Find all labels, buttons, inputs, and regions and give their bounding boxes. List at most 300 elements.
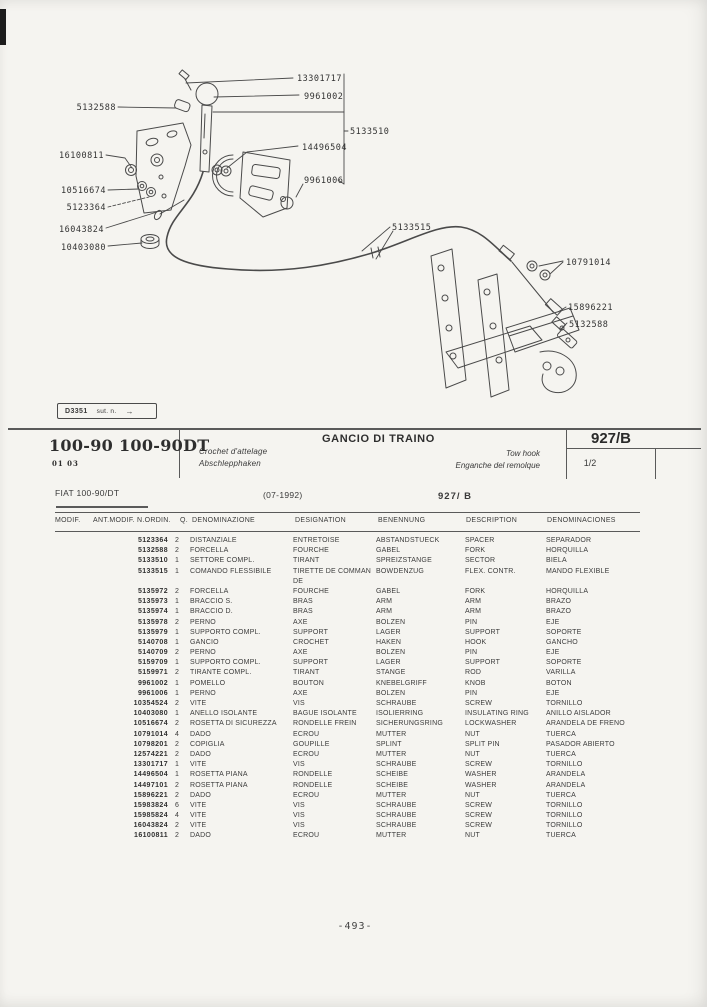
table-row xyxy=(122,556,667,566)
benennung-cell: LAGER xyxy=(376,659,401,667)
description-cell: SCREW xyxy=(465,812,493,820)
denominazione-cell: PERNO xyxy=(190,649,216,657)
table-row xyxy=(122,689,667,699)
benennung-cell: SCHRAUBE xyxy=(376,761,417,769)
table-row xyxy=(122,750,667,760)
qty-cell: 1 xyxy=(175,598,180,606)
benennung-cell: STANGE xyxy=(376,669,406,677)
table-row xyxy=(122,719,667,729)
table-row xyxy=(122,546,667,556)
qty-cell: 2 xyxy=(175,649,180,657)
denominazione-cell: DADO xyxy=(190,791,212,799)
part-label: 13301717 xyxy=(297,74,342,84)
qty-cell: 2 xyxy=(175,832,180,840)
qty-cell: 2 xyxy=(175,587,180,595)
qty-cell xyxy=(168,577,190,587)
denominaciones-cell: SEPARADOR xyxy=(546,537,592,544)
qty-cell: 2 xyxy=(175,700,180,707)
col-header-ant-modif: ANT.MODIF. xyxy=(93,517,135,524)
description-cell: PIN xyxy=(465,618,478,626)
designation-cell: FOURCHE xyxy=(293,547,330,555)
denominaciones-cell: ARANDELA xyxy=(546,771,586,779)
denominazione-cell: VITE xyxy=(190,812,207,820)
description-cell: HOOK xyxy=(465,638,487,646)
denominaciones-cell: VARILLA xyxy=(546,669,576,677)
denominazione-cell: SUPPORTO COMPL. xyxy=(190,628,261,636)
benennung-cell: ARM xyxy=(376,598,393,606)
designation-cell: SUPPORT xyxy=(293,628,329,636)
part-number-cell: 15983824 xyxy=(133,801,168,809)
qty-cell: 2 xyxy=(175,669,180,677)
model-code: 01 03 xyxy=(52,459,79,468)
qty-cell: 2 xyxy=(175,740,180,748)
col-header-n-ordin: N.ORDIN. xyxy=(137,517,171,524)
denominazione-cell xyxy=(190,577,293,587)
denominazione-cell: FORCELLA xyxy=(190,547,229,555)
part-number-cell: 15896221 xyxy=(133,791,168,799)
table-row xyxy=(122,668,667,678)
part-number-cell: 10791014 xyxy=(133,730,168,738)
description-cell xyxy=(465,577,546,587)
table-header-rule xyxy=(55,531,640,532)
denominaciones-cell: SOPORTE xyxy=(546,628,582,636)
denominazione-cell: DADO xyxy=(190,730,212,738)
description-cell: PIN xyxy=(465,689,478,697)
benennung-cell: MUTTER xyxy=(376,791,407,799)
table-row xyxy=(122,638,667,648)
denominaciones-cell: HORQUILLA xyxy=(546,547,589,555)
part-number-cell: 5159709 xyxy=(137,659,168,667)
part-number-cell: 16043824 xyxy=(133,822,168,830)
denominazione-cell: ROSETTA PIANA xyxy=(190,781,248,789)
benennung-cell: MUTTER xyxy=(376,730,407,738)
table-row xyxy=(122,740,667,750)
denominaciones-cell: TUERCA xyxy=(546,750,576,758)
part-number-cell: 9961006 xyxy=(137,689,168,697)
designation-cell: VIS xyxy=(293,801,305,809)
qty-cell: 1 xyxy=(175,638,180,646)
nut-10791014 xyxy=(527,261,537,271)
benennung-cell: BOLZEN xyxy=(376,689,406,697)
part-label: 5123364 xyxy=(66,203,106,213)
col-header-designation: DESIGNATION xyxy=(295,517,347,524)
denominazione-cell: ANELLO ISOLANTE xyxy=(190,710,258,718)
description-cell: SUPPORT xyxy=(465,659,501,667)
designation-cell: TIRANT xyxy=(293,557,320,565)
table-row xyxy=(122,587,667,597)
denominazione-cell: COMANDO FLESSIBILE xyxy=(190,567,272,575)
part-number-cell: 10403080 xyxy=(133,710,168,718)
revision-stamp-box xyxy=(57,403,157,419)
designation-cell: ECROU xyxy=(293,791,320,799)
plate-number: 927/B xyxy=(590,430,632,447)
designation-cell: BAGUE ISOLANTE xyxy=(293,710,357,718)
part-number-cell: 5132588 xyxy=(137,547,168,555)
qty-cell: 1 xyxy=(175,689,180,697)
part-label: 10403080 xyxy=(61,243,106,253)
part-label: 10516674 xyxy=(61,186,106,196)
table-row xyxy=(122,791,667,801)
qty-cell: 2 xyxy=(175,791,180,799)
denominazione-cell: PERNO xyxy=(190,689,216,697)
table-row xyxy=(122,831,667,841)
benennung-cell: SPREIZSTANGE xyxy=(376,557,432,565)
part-label: 9961002 xyxy=(304,92,344,102)
description-cell: NUT xyxy=(465,832,480,840)
table-row xyxy=(122,801,667,811)
description-cell: SCREW xyxy=(465,822,493,830)
part-number-cell: 16100811 xyxy=(134,832,168,840)
table-row xyxy=(122,628,667,638)
designation-cell: VIS xyxy=(293,700,305,707)
part-label: 5133510 xyxy=(350,127,390,137)
part-number-cell: 5159971 xyxy=(137,669,168,677)
benennung-cell xyxy=(376,577,465,587)
benennung-cell: SCHRAUBE xyxy=(376,822,417,830)
description-cell: FLEX. CONTR. xyxy=(465,567,516,575)
tow-hook xyxy=(540,351,576,392)
stamp-label: sut. n. xyxy=(96,407,117,415)
table-row xyxy=(122,607,667,617)
nut-15896221 xyxy=(545,299,562,316)
designation-cell: RONDELLE FREIN xyxy=(293,720,357,728)
description-cell: NUT xyxy=(465,730,480,738)
benennung-cell: ARM xyxy=(376,608,393,616)
designation-cell: SUPPORT xyxy=(293,659,329,667)
table-row xyxy=(122,679,667,689)
cable-guide xyxy=(213,155,233,196)
qty-cell: 1 xyxy=(175,567,180,575)
part-number-cell: 10798201 xyxy=(133,740,168,748)
denominaciones-cell: SOPORTE xyxy=(546,659,582,667)
designation-cell: VIS xyxy=(293,761,305,769)
denominazione-cell: ROSETTA PIANA xyxy=(190,771,248,779)
description-cell: SUPPORT xyxy=(465,628,501,636)
qty-cell: 2 xyxy=(175,537,180,544)
denominazione-cell: DADO xyxy=(190,750,212,758)
qty-cell: 1 xyxy=(175,710,180,718)
table-row xyxy=(122,567,667,577)
screw-13301717 xyxy=(179,70,189,80)
designation-cell: TIRETTE DE COMMAN xyxy=(293,567,372,575)
benennung-cell: SCHRAUBE xyxy=(376,801,417,809)
denominaciones-cell: TUERCA xyxy=(546,730,576,738)
part-number-cell: 14497101 xyxy=(133,781,168,789)
denominazione-cell: TIRANTE COMPL. xyxy=(190,669,252,677)
clip-5132588 xyxy=(174,99,191,113)
part-label: 10791014 xyxy=(566,258,611,268)
qty-cell: 1 xyxy=(175,771,180,779)
lever-bar xyxy=(200,105,212,172)
description-cell: SECTOR xyxy=(465,557,496,565)
denominaciones-cell: MANDO FLEXIBLE xyxy=(546,567,610,575)
designation-cell: ECROU xyxy=(293,750,320,758)
benennung-cell: BOLZEN xyxy=(376,618,406,626)
table-row xyxy=(122,597,667,607)
model-line: FIAT 100-90/DT xyxy=(55,488,120,498)
flexible-cable-5133515 xyxy=(166,172,511,270)
table-row xyxy=(122,658,667,668)
part-number-cell: 12574221 xyxy=(133,750,168,758)
benennung-cell: GABEL xyxy=(376,547,401,555)
denominaciones-cell: BIELA xyxy=(546,557,567,565)
denominaciones-cell: TORNILLO xyxy=(546,822,583,830)
qty-cell: 1 xyxy=(175,659,180,667)
part-number-cell: 5135978 xyxy=(137,618,168,626)
description-cell: INSULATING RING xyxy=(465,710,529,718)
bracket-plate-right xyxy=(478,274,509,397)
part-number-cell: 14496504 xyxy=(133,771,168,779)
part-label: 5133515 xyxy=(392,223,432,233)
description-cell: NUT xyxy=(465,750,480,758)
plate-cell-mid-line xyxy=(566,448,701,449)
plate-cell-inner-line xyxy=(655,448,656,479)
benennung-cell: LAGER xyxy=(376,628,401,636)
description-cell: KNOB xyxy=(465,679,486,687)
qty-cell: 4 xyxy=(175,812,180,820)
designation-cell: ENTRETOISE xyxy=(293,537,340,544)
designation-cell: VIS xyxy=(293,812,305,820)
designation-cell: AXE xyxy=(293,649,308,657)
description-cell: FORK xyxy=(465,547,486,555)
col-header-benennung: BENENNUNG xyxy=(378,517,426,524)
description-cell: NUT xyxy=(465,791,480,799)
description-cell: SCREW xyxy=(465,801,493,809)
table-row xyxy=(122,618,667,628)
denominaciones-cell: BRAZO xyxy=(546,598,572,606)
denominaciones-cell: ARANDELA DE FRENO xyxy=(546,720,625,728)
part-label: 15896221 xyxy=(568,303,613,313)
table-row xyxy=(122,781,667,791)
part-number-cell: 5135972 xyxy=(137,587,168,595)
description-cell: ARM xyxy=(465,598,482,606)
table-top-rule xyxy=(55,512,640,513)
benennung-cell: SCHRAUBE xyxy=(376,700,417,707)
description-cell: SCREW xyxy=(465,761,493,769)
qty-cell: 4 xyxy=(175,730,180,738)
benennung-cell: SCHEIBE xyxy=(376,781,409,789)
table-row xyxy=(122,699,667,709)
designation-cell: FOURCHE xyxy=(293,587,330,595)
leader-lines xyxy=(106,74,567,330)
table-row xyxy=(122,770,667,780)
table-row xyxy=(122,709,667,719)
denominaciones-cell: TORNILLO xyxy=(546,801,583,809)
spacer-5123364 xyxy=(147,188,156,197)
benennung-cell: SICHERUNGSRING xyxy=(376,720,443,728)
denominazione-cell: DADO xyxy=(190,832,212,840)
benennung-cell: MUTTER xyxy=(376,750,407,758)
designation-cell: GOUPILLE xyxy=(293,740,330,748)
denominaciones-cell: EJE xyxy=(546,649,560,657)
description-cell: FORK xyxy=(465,587,486,595)
arrow-right-icon: → xyxy=(125,406,134,416)
qty-cell: 1 xyxy=(175,628,180,636)
denominaciones-cell: TORNILLO xyxy=(546,812,583,820)
col-header-denominaciones: DENOMINACIONES xyxy=(547,517,616,524)
col-header-modif: MODIF. xyxy=(55,517,81,524)
qty-cell: 2 xyxy=(175,822,180,830)
part-number-cell: 5133510 xyxy=(137,557,168,565)
subtitle-spanish: Enganche del remolque xyxy=(455,461,540,470)
subtitle-german: Abschlepphaken xyxy=(199,459,261,468)
qty-cell: 2 xyxy=(175,720,180,728)
subtitle-french: Crochet d'attelage xyxy=(199,447,268,456)
table-row xyxy=(122,760,667,770)
model-designation: 100-90 100-90DT xyxy=(49,436,210,455)
mount-plate xyxy=(136,123,191,213)
page-title: GANCIO DI TRAINO xyxy=(322,433,435,445)
qty-cell: 2 xyxy=(175,547,180,555)
part-number-cell: 5135979 xyxy=(137,628,168,636)
part-number-cell: 10354524 xyxy=(133,700,168,707)
denominaciones-cell: EJE xyxy=(546,618,560,626)
part-number-cell: 5140709 xyxy=(137,649,168,657)
designation-cell: DE xyxy=(293,577,304,585)
denominazione-cell: ROSETTA DI SICUREZZA xyxy=(190,720,277,728)
designation-cell: TIRANT xyxy=(293,669,320,677)
denominaciones-cell: TORNILLO xyxy=(546,700,583,707)
designation-cell: ECROU xyxy=(293,832,320,840)
subtitle-english: Tow hook xyxy=(506,449,540,458)
designation-cell: BRAS xyxy=(293,608,313,616)
denominaciones-cell: TUERCA xyxy=(546,832,576,840)
denominazione-cell: PERNO xyxy=(190,618,216,626)
qty-cell: 1 xyxy=(175,608,180,616)
description-cell: SCREW xyxy=(465,700,493,707)
denominaciones-cell: EJE xyxy=(546,689,560,697)
denominaciones-cell xyxy=(546,577,667,587)
description-cell: ROD xyxy=(465,669,482,677)
parts-table-body xyxy=(122,536,667,842)
page-number: -493- xyxy=(337,921,373,932)
denominazione-cell: BRACCIO D. xyxy=(190,608,233,616)
denominaciones-cell: ARANDELA xyxy=(546,781,586,789)
denominazione-cell: FORCELLA xyxy=(190,587,229,595)
qty-cell: 2 xyxy=(175,781,180,789)
qty-cell: 2 xyxy=(175,750,180,758)
qty-cell: 6 xyxy=(175,801,180,809)
qty-cell: 1 xyxy=(175,557,180,565)
denominazione-cell: POMELLO xyxy=(190,679,226,687)
designation-cell: RONDELLE xyxy=(293,771,333,779)
denominaciones-cell: ANILLO AISLADOR xyxy=(546,710,611,718)
benennung-cell: SCHEIBE xyxy=(376,771,409,779)
part-number-cell: 9961002 xyxy=(137,679,168,687)
denominazione-cell: DISTANZIALE xyxy=(190,537,237,544)
knob-9961002 xyxy=(196,83,218,105)
description-cell: SPACER xyxy=(465,537,495,544)
col-header-denominazione: DENOMINAZIONE xyxy=(192,517,256,524)
qty-cell: 1 xyxy=(175,761,180,769)
sheet-number: 1/2 xyxy=(583,458,597,468)
part-number-cell: 15985824 xyxy=(133,812,168,820)
benennung-cell: KNEBELGRIFF xyxy=(376,679,427,687)
denominaciones-cell: PASADOR ABIERTO xyxy=(546,740,615,748)
denominaciones-cell: BOTON xyxy=(546,679,572,687)
benennung-cell: SPLINT xyxy=(376,740,402,748)
qty-cell: 1 xyxy=(175,679,180,687)
description-cell: LOCKWASHER xyxy=(465,720,517,728)
description-cell: ARM xyxy=(465,608,482,616)
denominazione-cell: VITE xyxy=(190,822,207,830)
denominazione-cell: BRACCIO S. xyxy=(190,598,233,606)
col-header-q: Q. xyxy=(180,517,188,524)
denominaciones-cell: GANCHO xyxy=(546,638,578,646)
table-row xyxy=(122,730,667,740)
benennung-cell: ABSTANDSTUECK xyxy=(376,537,440,544)
denominazione-cell: SETTORE COMPL. xyxy=(190,557,255,565)
part-label: 9961006 xyxy=(304,176,344,186)
qty-cell: 2 xyxy=(175,618,180,626)
denominazione-cell: COPIGLIA xyxy=(190,740,225,748)
denominaciones-cell: BRAZO xyxy=(546,608,572,616)
grommet-10403080 xyxy=(141,235,159,244)
part-number-cell: 5135973 xyxy=(137,598,168,606)
designation-cell: AXE xyxy=(293,689,308,697)
benennung-cell: BOWDENZUG xyxy=(376,567,425,575)
designation-cell: VIS xyxy=(293,822,305,830)
plate-reference: 927/ B xyxy=(438,491,472,502)
tow-hook-exploded-diagram xyxy=(0,0,707,425)
description-cell: PIN xyxy=(465,649,478,657)
benennung-cell: BOLZEN xyxy=(376,649,406,657)
denominaciones-cell: TORNILLO xyxy=(546,761,583,769)
part-label: 16100811 xyxy=(59,151,104,161)
designation-cell: AXE xyxy=(293,618,308,626)
part-number-cell: 5123364 xyxy=(137,537,168,544)
part-number-cell: 5140708 xyxy=(137,638,168,646)
benennung-cell: MUTTER xyxy=(376,832,407,840)
designation-cell: BRAS xyxy=(293,598,313,606)
part-label: 16043824 xyxy=(59,225,104,235)
benennung-cell: GABEL xyxy=(376,587,401,595)
table-row xyxy=(122,811,667,821)
model-underline xyxy=(56,506,148,508)
lever-assembly xyxy=(126,70,294,249)
designation-cell: CROCHET xyxy=(293,638,330,646)
denominazione-cell: SUPPORTO COMPL. xyxy=(190,659,261,667)
date-range: (07-1992) xyxy=(263,490,303,500)
part-number-cell: 13301717 xyxy=(133,761,168,769)
denominaciones-cell: HORQUILLA xyxy=(546,587,589,595)
part-number-cell: 10516674 xyxy=(133,720,168,728)
designation-cell: ECROU xyxy=(293,730,320,738)
denominazione-cell: VITE xyxy=(190,700,207,707)
part-label: 5132588 xyxy=(76,103,116,113)
stamp-code: D3351 xyxy=(65,407,88,415)
col-header-description: DESCRIPTION xyxy=(466,517,518,524)
bracket-assembly xyxy=(431,249,579,397)
benennung-cell: SCHRAUBE xyxy=(376,812,417,820)
table-row xyxy=(122,648,667,658)
denominaciones-cell: TUERCA xyxy=(546,791,576,799)
part-number-cell xyxy=(122,577,168,587)
designation-cell: BOUTON xyxy=(293,679,325,687)
denominazione-cell: GANCIO xyxy=(190,638,219,646)
part-label: 5132588 xyxy=(569,320,609,330)
description-cell: WASHER xyxy=(465,781,497,789)
table-row xyxy=(122,536,667,546)
description-cell: WASHER xyxy=(465,771,497,779)
description-cell: SPLIT PIN xyxy=(465,740,500,748)
benennung-cell: HAKEN xyxy=(376,638,402,646)
table-row xyxy=(122,577,667,587)
designation-cell: RONDELLE xyxy=(293,781,333,789)
table-row xyxy=(122,821,667,831)
part-label: 14496504 xyxy=(302,143,347,153)
denominazione-cell: VITE xyxy=(190,801,207,809)
